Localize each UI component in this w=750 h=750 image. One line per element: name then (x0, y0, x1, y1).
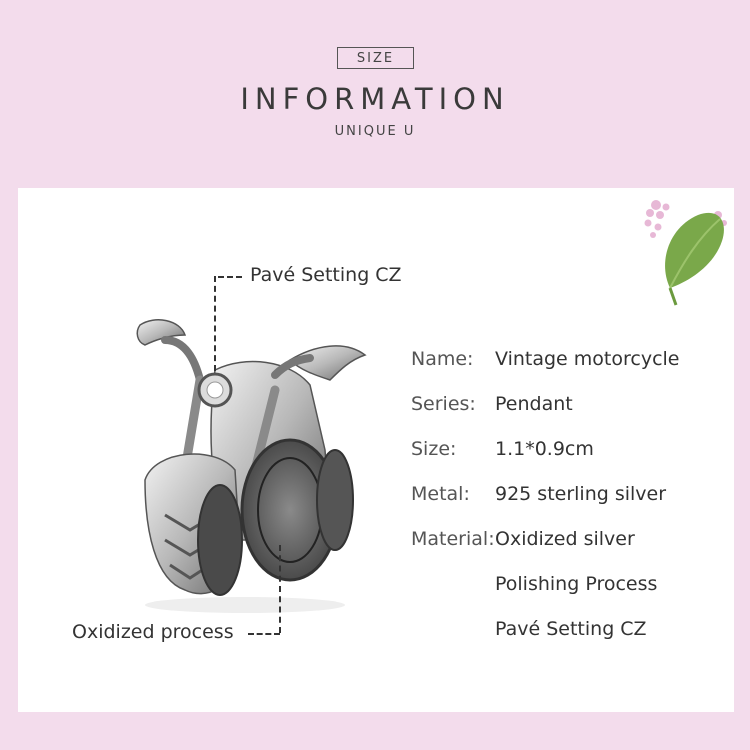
spec-label: Name: (411, 348, 474, 370)
spec-label: Series: (411, 393, 476, 415)
spec-label: Size: (411, 438, 457, 460)
callout-pave-setting: Pavé Setting CZ (250, 264, 402, 286)
callout-oxidized-process: Oxidized process (72, 621, 234, 643)
spec-value: Vintage motorcycle (495, 348, 680, 370)
spec-value: Oxidized silver (495, 528, 635, 550)
extra-line-pave: Pavé Setting CZ (495, 618, 647, 640)
size-tag: SIZE (337, 47, 414, 69)
top-callout-line-h (218, 276, 242, 278)
spec-label: Metal: (411, 483, 470, 505)
leaf-flower-decoration (638, 193, 733, 308)
top-callout-line-v (214, 276, 216, 371)
spec-value: Pendant (495, 393, 573, 415)
page-subtitle: UNIQUE U (334, 124, 416, 139)
header (0, 0, 750, 188)
extra-line-polishing: Polishing Process (495, 573, 658, 595)
bottom-callout-line-v (279, 545, 281, 633)
page-title: INFORMATION (240, 82, 510, 116)
bottom-callout-line-h (248, 633, 280, 635)
motorcycle-charm-image (125, 300, 385, 620)
spec-value: 925 sterling silver (495, 483, 667, 505)
spec-value: 1.1*0.9cm (495, 438, 594, 460)
spec-label: Material: (411, 528, 495, 550)
